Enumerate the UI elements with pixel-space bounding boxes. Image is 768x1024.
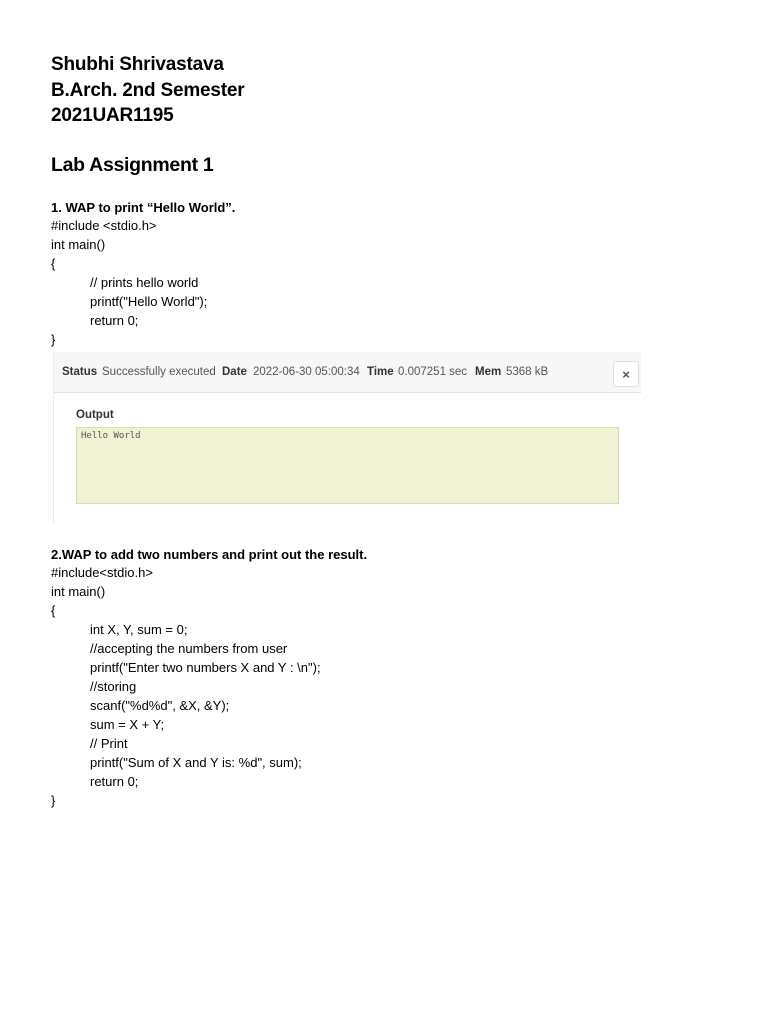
- mem-label: Mem: [475, 366, 502, 378]
- output-label: Output: [76, 409, 114, 421]
- question-2-code: [51, 563, 321, 810]
- code-line: //accepting the numbers from user: [90, 641, 288, 656]
- date-value: 2022-06-30 05:00:34: [253, 366, 360, 378]
- code-line: printf("Sum of X and Y is: %d", sum);: [90, 755, 302, 770]
- status-bar: [54, 352, 641, 393]
- code-line: //storing: [90, 679, 137, 694]
- code-line: #include<stdio.h>: [51, 565, 153, 580]
- status-value: Successfully executed: [102, 366, 216, 378]
- code-line: // Print: [90, 736, 128, 751]
- code-line: #include <stdio.h>: [51, 218, 157, 233]
- roll-number: 2021UAR1195: [51, 105, 174, 126]
- question-1-code: [51, 216, 207, 349]
- code-line: }: [51, 332, 56, 347]
- code-line: int main(): [51, 584, 106, 599]
- output-box: Hello World: [76, 427, 619, 504]
- page-title: Lab Assignment 1: [51, 154, 214, 176]
- mem-value: 5368 kB: [506, 366, 549, 378]
- time-label: Time: [367, 366, 394, 378]
- status-label: Status: [62, 366, 98, 378]
- code-line: // prints hello world: [90, 275, 199, 290]
- code-line: return 0;: [90, 313, 139, 328]
- question-1-heading: 1. WAP to print “Hello World”.: [51, 200, 236, 215]
- code-line: sum = X + Y;: [90, 717, 165, 732]
- code-line: printf("Hello World");: [90, 294, 208, 309]
- code-line: }: [51, 793, 56, 808]
- code-line: int X, Y, sum = 0;: [90, 622, 188, 637]
- code-line: return 0;: [90, 774, 139, 789]
- code-line: {: [51, 603, 56, 618]
- close-icon[interactable]: ×: [613, 361, 639, 387]
- code-line: scanf("%d%d", &X, &Y);: [90, 698, 230, 713]
- author-name: Shubhi Shrivastava: [51, 54, 224, 75]
- author-block: [51, 52, 244, 129]
- course-name: B.Arch. 2nd Semester: [51, 79, 245, 101]
- time-value: 0.007251 sec: [398, 366, 468, 378]
- code-line: {: [51, 256, 56, 271]
- date-label: Date: [222, 366, 247, 378]
- code-line: printf("Enter two numbers X and Y : \n");: [90, 660, 321, 675]
- execution-result-panel: [53, 352, 641, 523]
- code-line: int main(): [51, 237, 106, 252]
- question-2-heading: 2.WAP to add two numbers and print out the result.: [51, 547, 368, 562]
